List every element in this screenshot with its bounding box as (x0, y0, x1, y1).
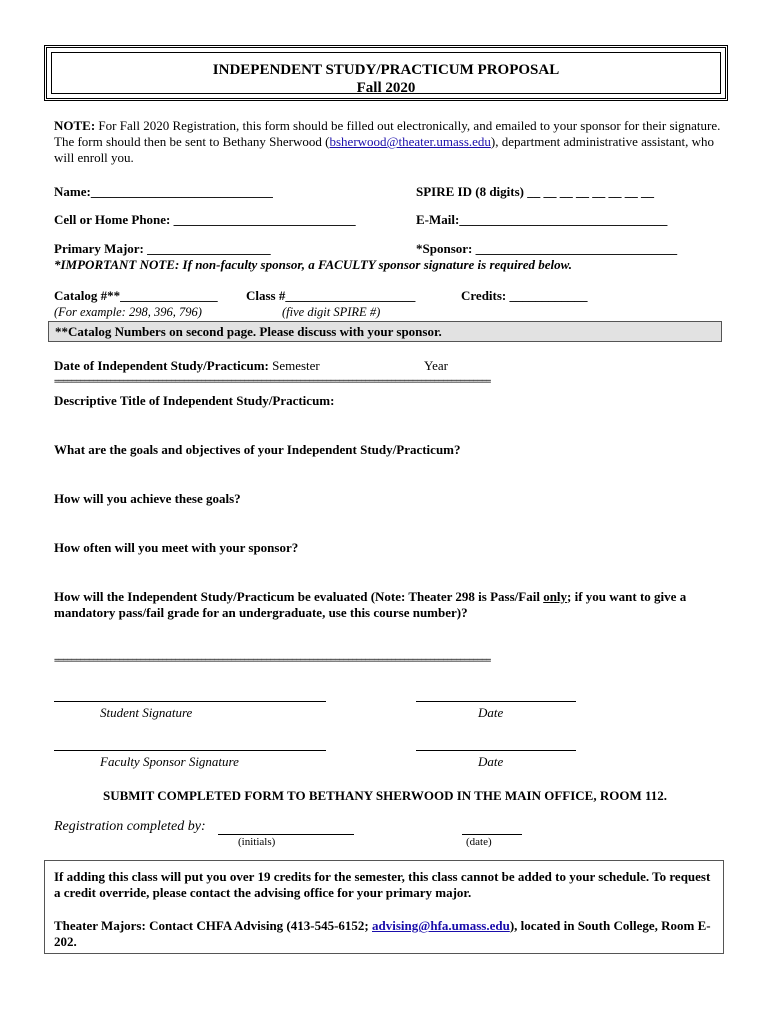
question-achieve[interactable]: How will you achieve these goals? (54, 491, 241, 506)
submit-instruction: SUBMIT COMPLETED FORM TO BETHANY SHERWOOD IN THE MAIN OFFICE, ROOM 112. (102, 788, 668, 803)
important-note: *IMPORTANT NOTE: If non-faculty sponsor, a FACULTY sponsor signature is required below. (54, 257, 573, 272)
date-label-2: Date (478, 754, 504, 769)
advising-email-link[interactable]: advising@hfa.umass.edu (372, 918, 510, 933)
faculty-signature-line[interactable] (54, 750, 326, 751)
student-signature-label: Student Signature (100, 705, 193, 720)
name-field[interactable]: Name:____________________________ (54, 184, 273, 199)
date-row (54, 358, 320, 374)
class-hint: (five digit SPIRE #) (282, 305, 381, 319)
note-text-2: ), department administrative assistant, who will enroll you. (54, 134, 715, 165)
title-inner-border (51, 52, 721, 94)
q5-text-1: How will the Independent Study/Practicum be evaluated (Note: Theater 298 is Pass/Fail (54, 589, 544, 604)
note-label: NOTE: (54, 118, 96, 133)
student-signature-line[interactable] (54, 701, 326, 702)
semester-field[interactable]: Semester (272, 358, 320, 373)
catalog-banner-text: **Catalog Numbers on second page. Please discuss with your sponsor. (55, 324, 442, 339)
sponsor-field[interactable]: *Sponsor: _______________________________ (416, 241, 678, 256)
credits-field[interactable]: Credits: ____________ (461, 288, 588, 303)
date-line-2[interactable] (416, 750, 576, 751)
form-title: INDEPENDENT STUDY/PRACTICUM PROPOSAL (212, 62, 560, 78)
majors-text-1: Theater Majors: Contact CHFA Advising (413-545-6152; (54, 918, 372, 933)
catalog-field[interactable]: Catalog #**_______________ (54, 288, 218, 303)
theater-majors-text (54, 918, 718, 950)
title-box (44, 45, 728, 101)
question-evaluation[interactable] (54, 589, 722, 621)
divider-1: ===================================================================================================== (54, 377, 491, 387)
credit-override-text: If adding this class will put you over 19 credits for the semester, this class cannot be added to your schedule. To request a credit override, please contact the advising office for your primary major. (54, 869, 711, 900)
year-field[interactable]: Year (424, 358, 448, 373)
phone-field[interactable]: Cell or Home Phone: ____________________________ (54, 212, 356, 227)
registration-date-line[interactable] (462, 834, 522, 835)
faculty-signature-label: Faculty Sponsor Signature (100, 754, 239, 769)
note-paragraph (54, 118, 724, 166)
class-field[interactable]: Class #____________________ (246, 288, 416, 303)
question-title[interactable]: Descriptive Title of Independent Study/Practicum: (54, 393, 335, 408)
initials-label: (initials) (238, 836, 276, 848)
divider-2: ===================================================================================================== (54, 656, 491, 666)
form-subtitle: Fall 2020 (356, 80, 416, 96)
date-line-1[interactable] (416, 701, 576, 702)
registration-date-label: (date) (466, 836, 492, 848)
question-goals[interactable]: What are the goals and objectives of your Independent Study/Practicum? (54, 442, 461, 457)
catalog-example: (For example: 298, 396, 796) (54, 305, 202, 319)
question-meet[interactable]: How often will you meet with your sponsor? (54, 540, 299, 555)
spire-id-field[interactable]: SPIRE ID (8 digits) __ __ __ __ __ __ __ __ (416, 184, 654, 199)
sherwood-email-link[interactable]: bsherwood@theater.umass.edu (329, 134, 491, 149)
date-label: Date of Independent Study/Practicum: (54, 358, 269, 373)
email-field[interactable]: E-Mail:________________________________ (416, 212, 668, 227)
registration-label: Registration completed by: (54, 819, 206, 834)
note-text-1: For Fall 2020 Registration, this form should be filled out electronically, and emailed to your sponsor for their signature. The form should then be sent to Bethany Sherwood ( (54, 118, 721, 149)
major-field[interactable]: Primary Major: ___________________ (54, 241, 271, 256)
majors-text-2: ), located in South College, Room E-202. (54, 918, 711, 949)
initials-line[interactable] (218, 834, 354, 835)
date-label-1: Date (478, 705, 504, 720)
q5-only: only (543, 589, 568, 604)
q5-text-2: ; if you want to give a mandatory pass/fail grade for an undergraduate, use this course number)? (54, 589, 687, 620)
